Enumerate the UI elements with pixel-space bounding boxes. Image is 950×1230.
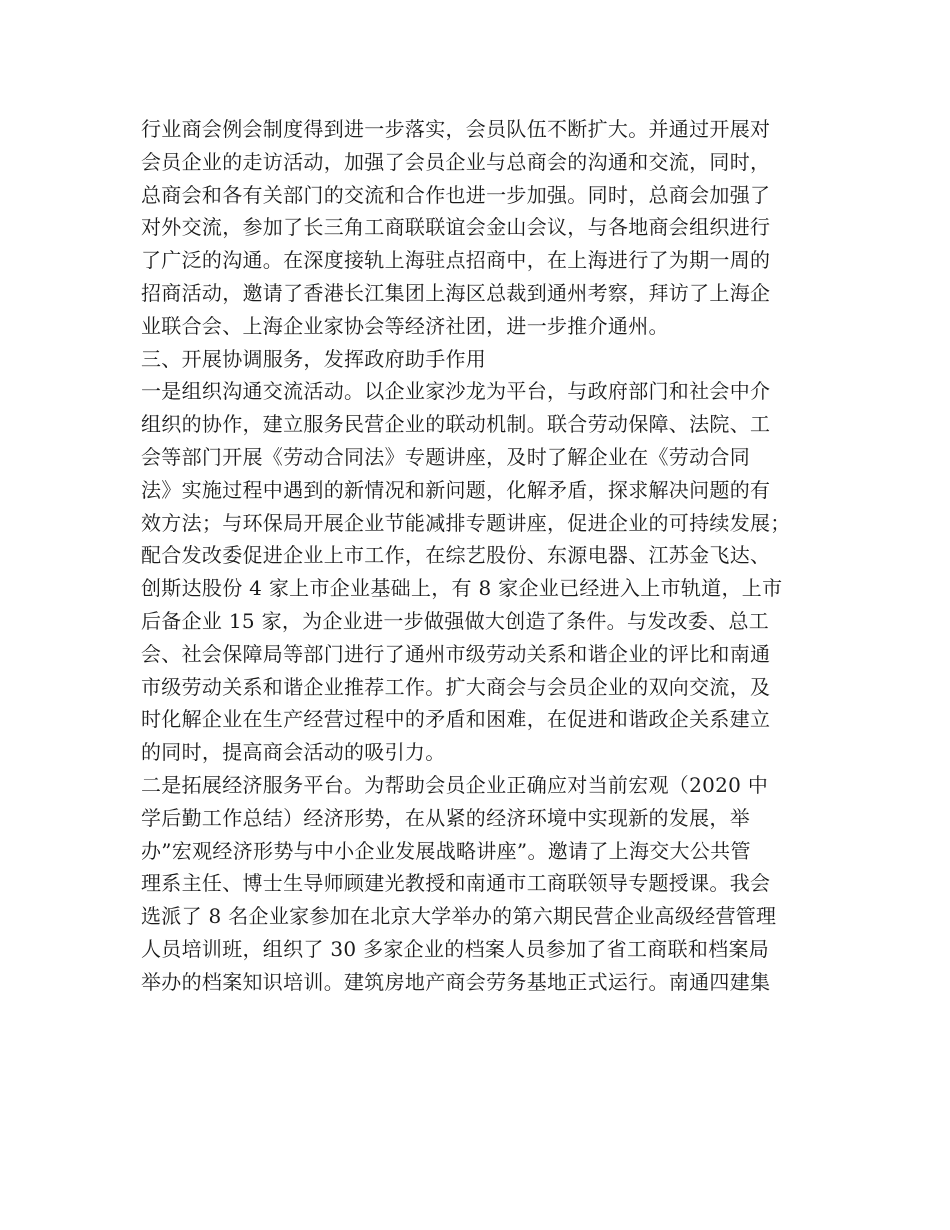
text-line: 效方法；与环保局开展企业节能减排专题讲座，促进企业的可持续发展；: [141, 510, 791, 535]
text-line: 人员培训班，组织了 30 多家企业的档案人员参加了省工商联和档案局: [141, 936, 770, 961]
text-line: 二是拓展经济服务平台。为帮助会员企业正确应对当前宏观（2020 中: [141, 772, 769, 797]
section-heading: 三、开展协调服务，发挥政府助手作用: [141, 346, 487, 371]
text-line: 一是组织沟通交流活动。以企业家沙龙为平台，与政府部门和社会中介: [141, 379, 771, 404]
text-line: 业联合会、上海企业家协会等经济社团，进一步推介通州。: [141, 313, 669, 338]
text-line: 组织的协作，建立服务民营企业的联动机制。联合劳动保障、法院、工: [141, 412, 771, 437]
text-line: 行业商会例会制度得到进一步落实，会员队伍不断扩大。并通过开展对: [141, 117, 771, 141]
text-line: 法》实施过程中遇到的新情况和新问题，化解矛盾，探求解决问题的有: [141, 477, 771, 502]
text-line: 办”宏观经济形势与中小企业发展战略讲座”。邀请了上海交大公共管: [141, 838, 751, 863]
text-line: 学后勤工作总结）经济形势，在从紧的经济环境中实现新的发展，举: [141, 805, 750, 830]
text-line: 招商活动，邀请了香港长江集团上海区总裁到通州考察，拜访了上海企: [141, 280, 771, 305]
text-line: 配合发改委促进企业上市工作，在综艺股份、东源电器、江苏金飞达、: [141, 543, 771, 568]
text-line: 举办的档案知识培训。建筑房地产商会劳务基地正式运行。南通四建集: [141, 969, 771, 994]
text-line: 后备企业 15 家，为企业进一步做强做大创造了条件。与发改委、总工: [141, 608, 770, 633]
text-line: 对外交流，参加了长三角工商联联谊会金山会议，与各地商会组织进行: [141, 215, 771, 240]
text-line: 选派了 8 名企业家参加在北京大学举办的第六期民营企业高级经营管理: [141, 904, 777, 929]
text-line: 理系主任、博士生导师顾建光教授和南通市工商联领导专题授课。我会: [141, 871, 771, 896]
text-line: 市级劳动关系和谐企业推荐工作。扩大商会与会员企业的双向交流，及: [141, 674, 771, 699]
text-line: 会、社会保障局等部门进行了通州市级劳动关系和谐企业的评比和南通: [141, 641, 771, 666]
text-line: 的同时，提高商会活动的吸引力。: [141, 740, 446, 765]
text-line: 会等部门开展《劳动合同法》专题讲座，及时了解企业在《劳动合同: [141, 444, 750, 469]
text-line: 时化解企业在生产经营过程中的矛盾和困难，在促进和谐政企关系建立: [141, 707, 771, 732]
text-line: 了广泛的沟通。在深度接轨上海驻点招商中，在上海进行了为期一周的: [141, 248, 771, 273]
text-line: 总商会和各有关部门的交流和合作也进一步加强。同时，总商会加强了: [141, 182, 771, 207]
body-text: [141, 113, 831, 999]
text-line: 会员企业的走访活动，加强了会员企业与总商会的沟通和交流，同时，: [141, 149, 771, 174]
text-line: 创斯达股份 4 家上市企业基础上，有 8 家企业已经进入上市轨道，上市: [141, 576, 783, 601]
